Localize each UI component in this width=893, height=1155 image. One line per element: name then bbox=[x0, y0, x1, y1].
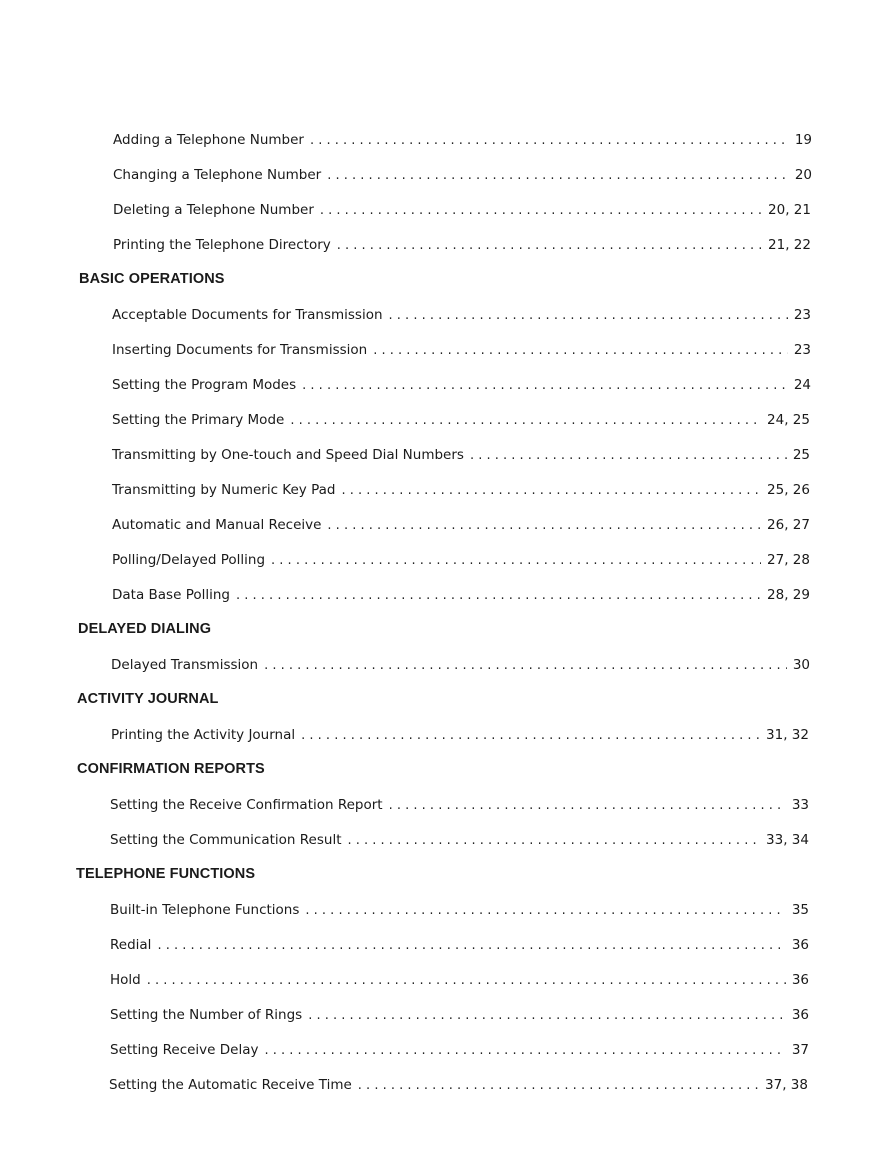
toc-entry bbox=[112, 446, 810, 465]
dot-leader bbox=[308, 1007, 786, 1025]
dot-leader bbox=[265, 1042, 786, 1060]
dot-leader bbox=[310, 132, 789, 150]
dot-leader bbox=[358, 1077, 759, 1095]
section-heading: DELAYED DIALING bbox=[78, 621, 212, 637]
section-heading: TELEPHONE FUNCTIONS bbox=[76, 866, 256, 882]
dot-leader bbox=[236, 587, 761, 605]
toc-entry-pages: 20, 21 bbox=[768, 202, 811, 218]
dot-leader bbox=[301, 727, 760, 745]
toc-entry-title: Transmitting by Numeric Key Pad bbox=[112, 482, 336, 498]
toc-entry-title: Polling/Delayed Polling bbox=[112, 552, 266, 568]
toc-entry-pages: 33 bbox=[791, 797, 809, 813]
dot-leader bbox=[302, 377, 788, 395]
toc-entry-title: Setting the Automatic Receive Time bbox=[109, 1077, 352, 1093]
toc-entry-title: Adding a Telephone Number bbox=[113, 132, 304, 148]
dot-leader bbox=[337, 237, 762, 255]
toc-entry-pages: 23 bbox=[793, 307, 811, 323]
toc-entry-title: Setting the Program Modes bbox=[112, 377, 297, 393]
section-heading: BASIC OPERATIONS bbox=[79, 271, 225, 287]
toc-entry-title: Deleting a Telephone Number bbox=[113, 202, 314, 218]
toc-entry bbox=[109, 1076, 808, 1095]
toc-entry bbox=[110, 796, 809, 815]
toc-entry bbox=[112, 376, 811, 395]
toc-entry-title: Setting the Number of Rings bbox=[110, 1007, 303, 1023]
toc-entry-title: Redial bbox=[110, 937, 152, 953]
toc-entry-title: Inserting Documents for Transmission bbox=[112, 342, 368, 358]
toc-entry-title: Setting Receive Delay bbox=[110, 1042, 259, 1058]
section-heading: ACTIVITY JOURNAL bbox=[77, 691, 219, 707]
toc-entry bbox=[111, 656, 810, 675]
toc-entry bbox=[112, 341, 811, 360]
toc-entry-title: Transmitting by One-touch and Speed Dial Numbers bbox=[112, 447, 464, 463]
dot-leader bbox=[347, 832, 760, 850]
toc-entry-pages: 25, 26 bbox=[767, 482, 810, 498]
toc-entry bbox=[112, 481, 810, 500]
dot-leader bbox=[320, 202, 762, 220]
toc-entry-title: Acceptable Documents for Transmission bbox=[112, 307, 383, 323]
toc-entry-title: Data Base Polling bbox=[112, 587, 230, 603]
toc-entry-pages: 19 bbox=[794, 132, 812, 148]
dot-leader bbox=[290, 412, 761, 430]
toc-entry-title: Built-in Telephone Functions bbox=[110, 902, 300, 918]
toc-entry-pages: 37, 38 bbox=[765, 1077, 808, 1093]
dot-leader bbox=[389, 307, 788, 325]
toc-entry-pages: 30 bbox=[792, 657, 810, 673]
toc-entry bbox=[111, 726, 809, 745]
dot-leader bbox=[341, 482, 761, 500]
toc-entry bbox=[112, 551, 810, 570]
toc-entry-title: Setting the Primary Mode bbox=[112, 412, 285, 428]
toc-entry-title: Changing a Telephone Number bbox=[113, 167, 322, 183]
toc-entry-pages: 36 bbox=[791, 1007, 809, 1023]
toc-entry-pages: 37 bbox=[791, 1042, 809, 1058]
dot-leader bbox=[157, 937, 785, 955]
toc-entry-title: Automatic and Manual Receive bbox=[112, 517, 322, 533]
toc-entry-pages: 24 bbox=[793, 377, 811, 393]
dot-leader bbox=[305, 902, 785, 920]
toc-entry bbox=[112, 411, 810, 430]
toc-entry-pages: 26, 27 bbox=[767, 517, 810, 533]
toc-entry bbox=[112, 306, 811, 325]
toc-entry-pages: 25 bbox=[792, 447, 810, 463]
toc-entry-pages: 23 bbox=[793, 342, 811, 358]
toc-entry bbox=[110, 1041, 809, 1060]
toc-entry-pages: 36 bbox=[791, 937, 809, 953]
toc-entry-pages: 21, 22 bbox=[768, 237, 811, 253]
toc-entry bbox=[112, 586, 810, 605]
toc-entry bbox=[113, 201, 811, 220]
dot-leader bbox=[470, 447, 787, 465]
dot-leader bbox=[327, 167, 789, 185]
dot-leader bbox=[271, 552, 761, 570]
toc-entry-pages: 28, 29 bbox=[767, 587, 810, 603]
toc-entry-title: Printing the Telephone Directory bbox=[113, 237, 331, 253]
toc-entry-pages: 36 bbox=[791, 972, 809, 988]
toc-entry bbox=[113, 166, 812, 185]
toc-entry bbox=[110, 901, 809, 920]
toc-entry-title: Printing the Activity Journal bbox=[111, 727, 296, 743]
dot-leader bbox=[389, 797, 786, 815]
section-heading: CONFIRMATION REPORTS bbox=[77, 761, 265, 777]
toc-entry-title: Hold bbox=[110, 972, 141, 988]
toc-entry-pages: 20 bbox=[794, 167, 812, 183]
toc-entry bbox=[110, 1006, 809, 1025]
toc-entry bbox=[110, 971, 809, 990]
toc-entry bbox=[110, 831, 809, 850]
toc-entry-pages: 31, 32 bbox=[766, 727, 809, 743]
dot-leader bbox=[264, 657, 787, 675]
toc-entry-pages: 24, 25 bbox=[767, 412, 810, 428]
toc-entry bbox=[113, 236, 811, 255]
dot-leader bbox=[147, 972, 786, 990]
toc-entry-pages: 35 bbox=[791, 902, 809, 918]
toc-entry-pages: 27, 28 bbox=[767, 552, 810, 568]
dot-leader bbox=[373, 342, 788, 360]
toc-entry bbox=[110, 936, 809, 955]
toc-entry-title: Delayed Transmission bbox=[111, 657, 259, 673]
toc-entry bbox=[113, 131, 812, 150]
toc-entry-title: Setting the Receive Confirmation Report bbox=[110, 797, 383, 813]
dot-leader bbox=[327, 517, 761, 535]
toc-entry bbox=[112, 516, 810, 535]
toc-entry-pages: 33, 34 bbox=[766, 832, 809, 848]
toc-entry-title: Setting the Communication Result bbox=[110, 832, 342, 848]
